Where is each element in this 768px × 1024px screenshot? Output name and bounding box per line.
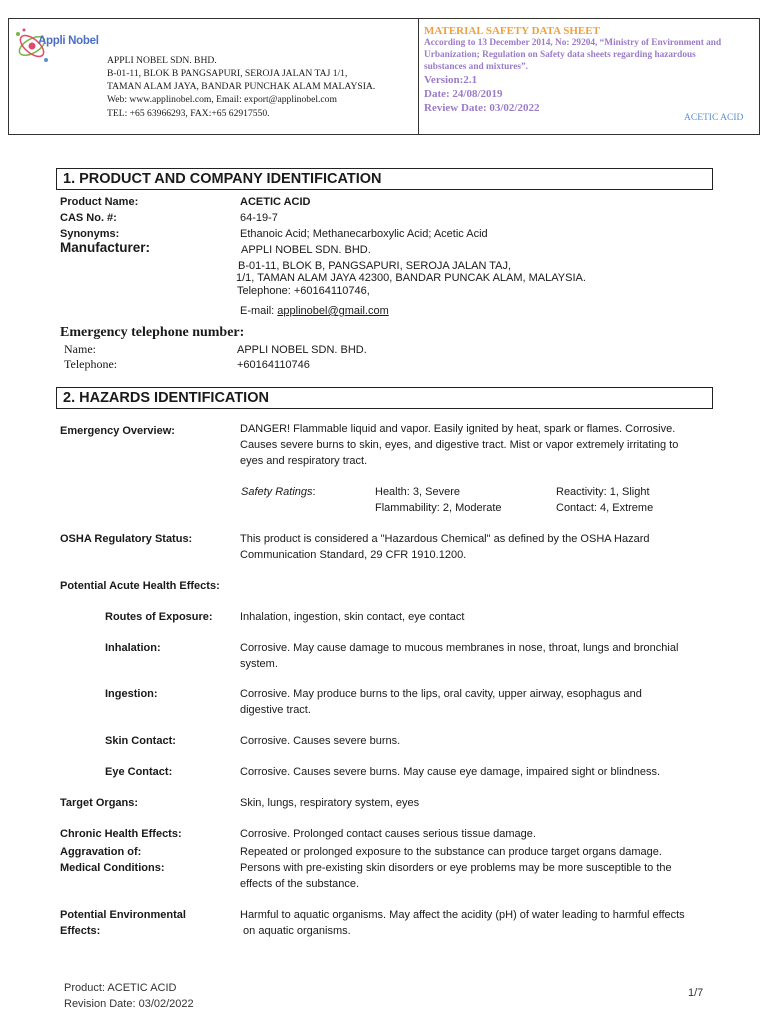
msds-header-info [424, 25, 756, 115]
text-line: eyes and respiratory tract. [240, 455, 368, 467]
osha-status [240, 531, 650, 563]
text-line: Medical Conditions: [60, 862, 165, 874]
company-address-line: B-01-11, BLOK B PANGSAPURI, SEROJA JALAN TAJ 1/1, [107, 68, 348, 79]
molecule-icon [10, 24, 100, 74]
inhalation-label: Inhalation: [105, 642, 161, 654]
msds-regulation: According to 13 December 2014, No: 29204, “Ministry of Environment and [424, 38, 722, 48]
issue-date: Date: 24/08/2019 [424, 88, 503, 100]
footer-revision: Revision Date: 03/02/2022 [64, 998, 194, 1010]
safety-ratings-text: Safety Ratings [241, 486, 313, 498]
environmental-effects [240, 907, 685, 939]
section-1-heading: 1. PRODUCT AND COMPANY IDENTIFICATION [56, 168, 713, 190]
text-line: Harmful to aquatic organisms. May affect the acidity (pH) of water leading to harmful effects [240, 909, 685, 921]
version: Version:2.1 [424, 74, 478, 86]
section-2-heading: 2. HAZARDS IDENTIFICATION [56, 387, 713, 409]
company-address-line: TAMAN ALAM JAYA, BANDAR PUNCHAK ALAM MALAYSIA. [107, 81, 376, 92]
emergency-tel-label: Telephone: [64, 357, 118, 371]
header-divider [418, 18, 419, 135]
emergency-overview-label: Emergency Overview: [60, 425, 175, 437]
text-line: Corrosive. May cause damage to mucous membranes in nose, throat, lungs and bronchial [240, 642, 679, 654]
logo-text: Appli Nobel [38, 35, 99, 47]
ingestion-label: Ingestion: [105, 688, 158, 700]
skin-contact: Corrosive. Causes severe burns. [240, 735, 401, 747]
health-rating: Health: 3, Severe [375, 486, 460, 498]
skin-contact-label: Skin Contact: [105, 735, 176, 747]
msds-regulation: substances and mixtures”. [424, 62, 528, 72]
acute-effects-label: Potential Acute Health Effects: [60, 580, 220, 592]
eye-contact: Corrosive. Causes severe burns. May cause eye damage, impaired sight or blindness. [240, 766, 661, 778]
footer-product: Product: ACETIC ACID [64, 982, 177, 994]
text-line: digestive tract. [240, 704, 311, 716]
chronic-effects-label: Chronic Health Effects: [60, 828, 182, 840]
company-address [107, 54, 375, 120]
contact-rating: Contact: 4, Extreme [556, 502, 654, 514]
email-row [240, 303, 389, 319]
text-line: on aquatic organisms. [240, 925, 351, 937]
routes-label: Routes of Exposure: [105, 611, 213, 623]
emergency-name-label: Name: [64, 342, 96, 356]
text-line: This product is considered a "Hazardous Chemical" as defined by the OSHA Hazard [240, 533, 650, 545]
chronic-effects: Corrosive. Prolonged contact causes serious tissue damage. [240, 828, 536, 840]
text-line: Persons with pre-existing skin disorders or eye problems may be more susceptible to the [240, 862, 672, 874]
text-line: DANGER! Flammable liquid and vapor. Easily ignited by heat, spark or flames. Corrosive. [240, 423, 676, 435]
routes: Inhalation, ingestion, skin contact, eye contact [240, 611, 465, 623]
text-line: Corrosive. May produce burns to the lips, oral cavity, upper airway, esophagus and [240, 688, 642, 700]
product-name-label: Product Name: [60, 196, 139, 208]
manufacturer-address: 1/1, TAMAN ALAM JAYA 42300, BANDAR PUNCAK ALAM, MALAYSIA. [236, 272, 586, 284]
manufacturer-label: Manufacturer: [60, 240, 151, 255]
emergency-telephone: +60164110746 [237, 359, 310, 371]
product-name: ACETIC ACID [240, 196, 311, 208]
aggravation [240, 844, 672, 892]
text-line: effects of the substance. [240, 878, 360, 890]
cas-number: 64-19-7 [240, 212, 278, 224]
emergency-name: APPLI NOBEL SDN. BHD. [237, 344, 367, 356]
aggravation-label [60, 844, 165, 876]
cas-label: CAS No. #: [60, 212, 117, 224]
email-link[interactable]: applinobel@gmail.com [277, 305, 389, 317]
msds-regulation: Urbanization; Regulation on Safety data sheets regarding hazardous [424, 50, 696, 60]
text-line: Aggravation of: [60, 846, 142, 858]
msds-title: MATERIAL SAFETY DATA SHEET [424, 25, 600, 37]
eye-contact-label: Eye Contact: [105, 766, 173, 778]
text-line: Communication Standard, 29 CFR 1910.1200. [240, 549, 467, 561]
ingestion [240, 686, 642, 718]
company-web-email: Web: www.applinobel.com, Email: export@applinobel.com [107, 94, 337, 105]
emergency-overview [240, 421, 678, 469]
target-organs-label: Target Organs: [60, 797, 139, 809]
safety-ratings-label: Safety Ratings: [241, 486, 316, 498]
manufacturer-name: APPLI NOBEL SDN. BHD. [241, 244, 371, 256]
flammability-rating: Flammability: 2, Moderate [375, 502, 502, 514]
manufacturer-address: B-01-11, BLOK B, PANGSAPURI, SEROJA JALAN TAJ, [238, 260, 512, 272]
text-line: Causes severe burns to skin, eyes, and digestive tract. Mist or vapor extremely irritating to [240, 439, 679, 451]
inhalation [240, 640, 678, 672]
osha-label: OSHA Regulatory Status: [60, 533, 193, 545]
synonyms-label: Synonyms: [60, 228, 120, 240]
emergency-title: Emergency telephone number: [60, 325, 245, 340]
reactivity-rating: Reactivity: 1, Slight [556, 486, 650, 498]
environmental-label [60, 907, 186, 939]
company-tel-fax: TEL: +65 63966293, FAX:+65 62917550. [107, 108, 270, 119]
company-logo [10, 24, 100, 74]
page-number: 1/7 [688, 987, 704, 999]
product-tag: ACETIC ACID [684, 113, 744, 123]
synonyms: Ethanoic Acid; Methanecarboxylic Acid; Acetic Acid [240, 228, 488, 240]
text-line: Potential Environmental [60, 909, 186, 921]
text-line: Effects: [60, 925, 101, 937]
manufacturer-telephone: Telephone: +60164110746, [237, 285, 370, 297]
text-line: system. [240, 658, 278, 670]
email-label: E-mail: [240, 305, 275, 317]
text-line: Repeated or prolonged exposure to the substance can produce target organs damage. [240, 846, 662, 858]
company-name: APPLI NOBEL SDN. BHD. [107, 55, 217, 66]
review-date: Review Date: 03/02/2022 [424, 102, 540, 114]
target-organs: Skin, lungs, respiratory system, eyes [240, 797, 420, 809]
